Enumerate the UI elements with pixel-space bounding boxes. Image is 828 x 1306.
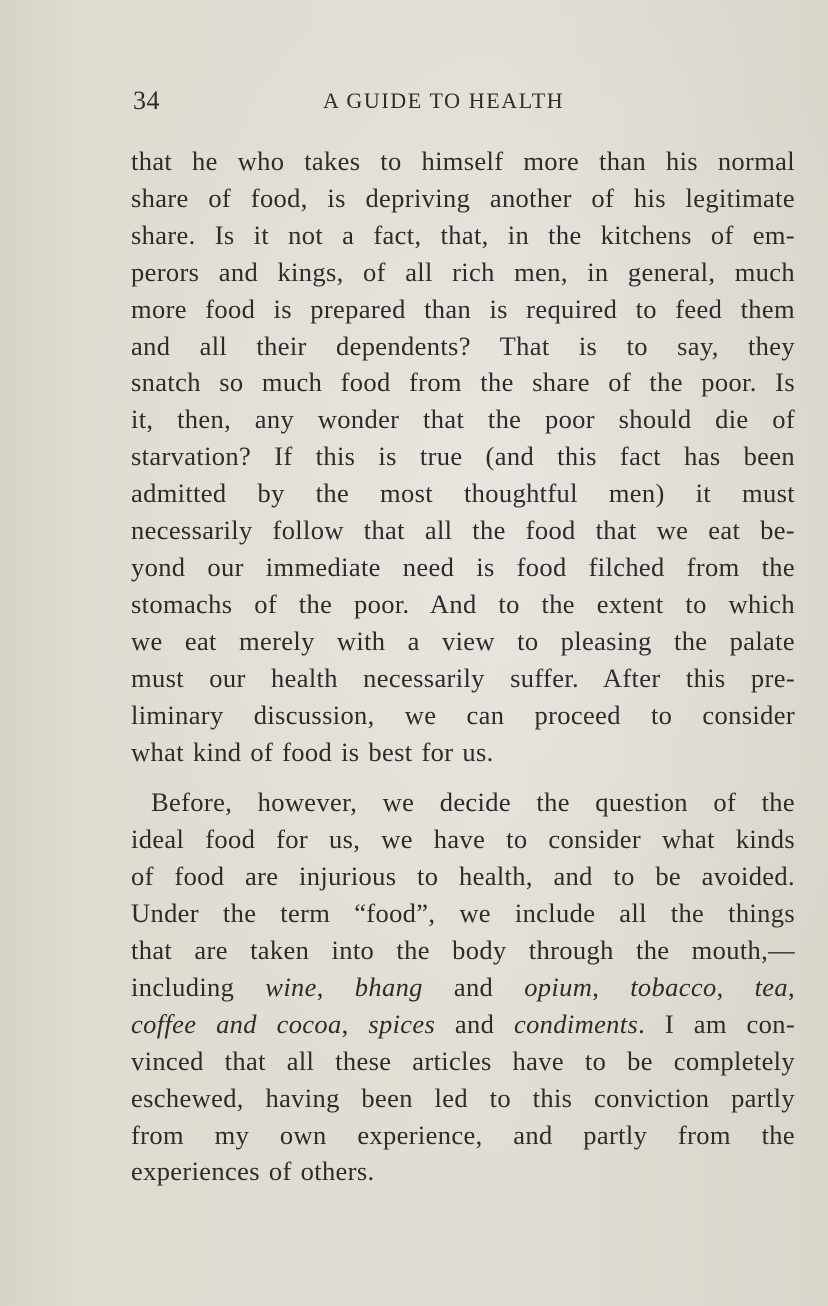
text-line: that are taken into the body through the mouth,— — [131, 935, 795, 966]
text-run: including — [131, 971, 266, 1002]
text-run: , — [592, 971, 631, 1002]
text-line: that he who takes to himself more than his normal — [131, 146, 795, 176]
text-line: of food are injurious to health, and to be avoided. — [131, 861, 795, 892]
text-line: ideal food for us, we have to consider what kinds — [131, 824, 795, 855]
text-run: , — [788, 971, 796, 1002]
text-line: snatch so much food from the share of the poor. Is — [131, 367, 795, 398]
italic-term-tobacco: tobacco — [630, 971, 717, 1002]
text-line: liminary discussion, we can proceed to consider — [131, 699, 795, 730]
text-line: starvation? If this is true (and this fact has been — [131, 441, 795, 472]
text-line: admitted by the most thoughtful men) it must — [131, 478, 795, 509]
text-line: what kind of food is best for us. — [131, 736, 494, 767]
italic-term-condiments: condiments — [513, 1008, 639, 1039]
text-run: , — [716, 971, 755, 1002]
running-title: A GUIDE TO HEALTH — [323, 88, 565, 113]
text-line: share of food, is depriving another of his legitimate — [131, 182, 795, 213]
text-line-with-italics — [131, 969, 795, 1006]
text-line: eschewed, having been led to this conviction partly — [131, 1082, 795, 1113]
text-line: necessarily follow that all the food that we eat be- — [131, 515, 795, 546]
text-line: and all their dependents? That is to say, they — [131, 330, 795, 361]
italic-term-spices: spices — [368, 1008, 436, 1039]
text-run: and — [435, 1008, 514, 1039]
italic-term-coffee-cocoa: coffee and cocoa — [131, 1008, 342, 1039]
text-line: share. Is it not a fact, that, in the kitchens of em- — [131, 219, 795, 250]
text-run: . I am con- — [638, 1008, 796, 1039]
text-line: from my own experience, and partly from the — [131, 1119, 795, 1150]
text-line: experiences of others. — [131, 1156, 375, 1187]
text-line: vinced that all these articles have to be completely — [131, 1045, 795, 1076]
text-run: , — [341, 1008, 369, 1039]
italic-term-bhang: bhang — [354, 971, 423, 1002]
text-line: it, then, any wonder that the poor should die of — [131, 404, 795, 435]
text-run: and — [422, 971, 525, 1002]
text-line: more food is prepared than is required to feed them — [131, 293, 795, 324]
page-number: 34 — [133, 86, 160, 115]
text-line-with-italics — [131, 1006, 795, 1043]
italic-term-wine: wine — [265, 971, 317, 1002]
text-line: Under the term “food”, we include all the things — [131, 898, 795, 929]
paragraph-1 — [131, 143, 795, 770]
body-text — [131, 143, 795, 1190]
italic-term-opium: opium — [524, 971, 593, 1002]
text-run: , — [316, 971, 355, 1002]
text-line: Before, however, we decide the question of the — [151, 787, 795, 818]
text-line: we eat merely with a view to pleasing the palate — [131, 625, 795, 656]
text-line: yond our immediate need is food filched from the — [131, 551, 795, 582]
running-head — [133, 86, 793, 118]
italic-term-tea: tea — [754, 971, 789, 1002]
paragraph-2 — [131, 784, 795, 1190]
text-line: stomachs of the poor. And to the extent to which — [131, 588, 795, 619]
text-line: perors and kings, of all rich men, in general, much — [131, 256, 795, 287]
text-line: must our health necessarily suffer. After this pre- — [131, 662, 795, 693]
